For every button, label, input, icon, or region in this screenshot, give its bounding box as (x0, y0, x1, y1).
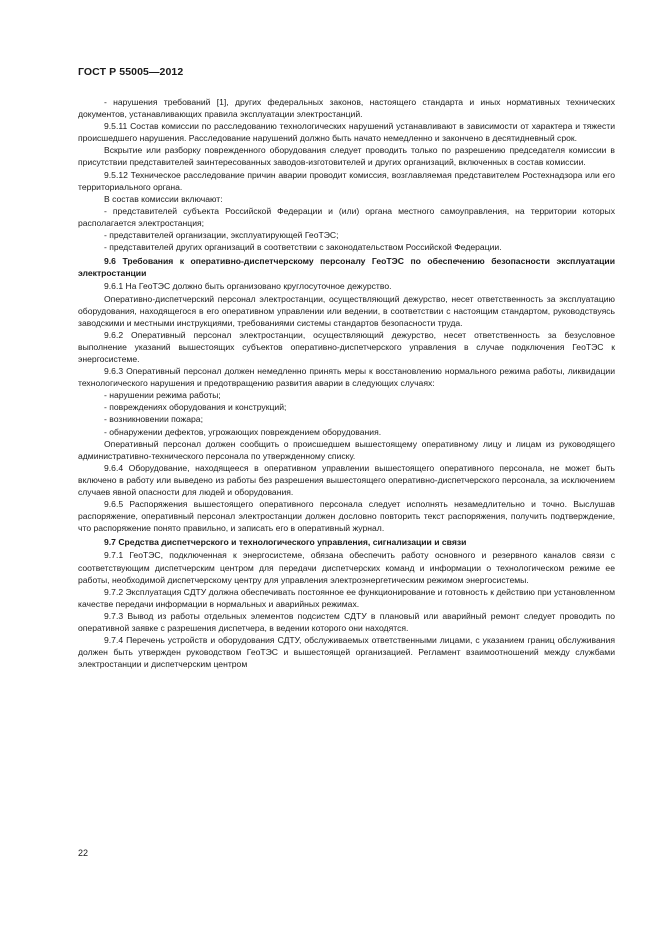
section-heading: 9.7 Средства диспетчерского и технологического управления, сигнализации и связи (104, 537, 467, 548)
paragraph: 9.5.12 Техническое расследование причин аварии проводит комиссия, возглавляемая представителем Ростехнадзора или его территориального органа. (78, 169, 615, 192)
list-item: - представителей субъекта Российской Федерации и (или) органа местного самоуправления, на территории которых располагается электростанция; (78, 205, 615, 228)
paragraph: Оперативный персонал должен сообщить о происшедшем вышестоящему оперативному лицу и лицам из руководящего административно-технического персонала по утвержденному списку. (78, 438, 615, 461)
page-number: 22 (78, 848, 89, 858)
paragraph: 9.7.2 Эксплуатация СДТУ должна обеспечивать постоянное ее функционирование и готовность к действию при установленном качестве передачи информации в нормальных и аварийных режимах. (78, 586, 615, 609)
list-item: - представителей других организаций в соответствии с законодательством Российской Федерации. (104, 242, 502, 253)
paragraph: Вскрытие или разборку поврежденного оборудования следует проводить только по разрешению председателя комиссии в присутствии представителей заинтересованных заводов-изготовителей и других организаций, включенных в состав комиссии. (78, 145, 615, 168)
document-body (78, 96, 615, 670)
paragraph: 9.7.4 Перечень устройств и оборудования СДТУ, обслуживаемых ответственными лицами, с указанием границ обслуживания должен быть утвержден руководством ГеоТЭС и вышестоящей организацией. Регламент взаимоотношений между службами электростанции и диспетчерским центром (78, 635, 615, 670)
paragraph: 9.6.2 Оперативный персонал электростанции, осуществляющий дежурство, несет ответственность за безусловное выполнение указаний вышестоящих субъектов оперативно-диспетчерского управления в случае подключения ГеоТЭС к энергосистеме. (78, 329, 615, 364)
paragraph: 9.6.1 На ГеоТЭС должно быть организовано круглосуточное дежурство. (104, 281, 392, 292)
paragraph: 9.6.5 Распоряжения вышестоящего оперативного персонала следует исполнять незамедлительно и точно. Выслушав распоряжение, оперативный персонал электростанции должен дословно повторить текст распоряжения, получить подтверждение, что распоряжение понято правильно, и записать его в оперативный журнал. (78, 499, 615, 534)
list-item: - возникновении пожара; (104, 414, 203, 425)
paragraph: В состав комиссии включают: (104, 193, 223, 204)
list-item: - нарушения требований [1], других федеральных законов, настоящего стандарта и иных нормативных технических документов, устанавливающих правила эксплуатации электростанций. (78, 97, 615, 120)
paragraph: Оперативно-диспетчерский персонал электростанции, осуществляющий дежурство, несет ответственность за эксплуатацию оборудования, находящегося в его оперативном управлении или ведении, в соответствии с настоящим стандартом, руководствуясь заводскими и местными инструкциями, требованиями системы стандартов безопасности труда. (78, 293, 615, 328)
paragraph: 9.7.1 ГеоТЭС, подключенная к энергосистеме, обязана обеспечить работу основного и резервного каналов связи с соответствующим диспетчерским центром для передачи диспетчерских команд и информации о технологическом режиме ее работы, необходимой диспетчерскому центру для управления электроэнергетическим режимом энергосистемы. (78, 550, 615, 585)
list-item: - представителей организации, эксплуатирующей ГеоТЭС; (104, 230, 339, 241)
section-heading: 9.6 Требования к оперативно-диспетчерскому персоналу ГеоТЭС по обеспечению безопасности эксплуатации электростанции (78, 256, 615, 279)
list-item: - повреждениях оборудования и конструкций; (104, 402, 287, 413)
list-item: - нарушении режима работы; (104, 390, 221, 401)
paragraph: 9.6.4 Оборудование, находящееся в оперативном управлении вышестоящего оперативного персонала, не может быть включено в работу или выведено из работы без разрешения вышестоящего оперативно-диспетчерского персонала, за исключением случаев явной опасности для людей и оборудования. (78, 462, 615, 497)
paragraph: 9.5.11 Состав комиссии по расследованию технологических нарушений устанавливают в зависимости от характера и тяжести происшедшего нарушения. Расследование нарушений должно быть начато немедленно и закончено в десятидневный срок. (78, 121, 615, 144)
document-header: ГОСТ Р 55005—2012 (78, 66, 184, 78)
paragraph: 9.7.3 Вывод из работы отдельных элементов подсистем СДТУ в плановый или аварийный ремонт следует проводить по оперативной заявке с разрешения диспетчера, в ведении которого они находятся. (78, 610, 615, 634)
list-item: - обнаружении дефектов, угрожающих повреждением оборудования. (104, 426, 382, 437)
paragraph: 9.6.3 Оперативный персонал должен немедленно принять меры к восстановлению нормального режима работы, ликвидации технологического нарушения и предотвращению развития аварии в следующих случаях: (78, 366, 615, 389)
